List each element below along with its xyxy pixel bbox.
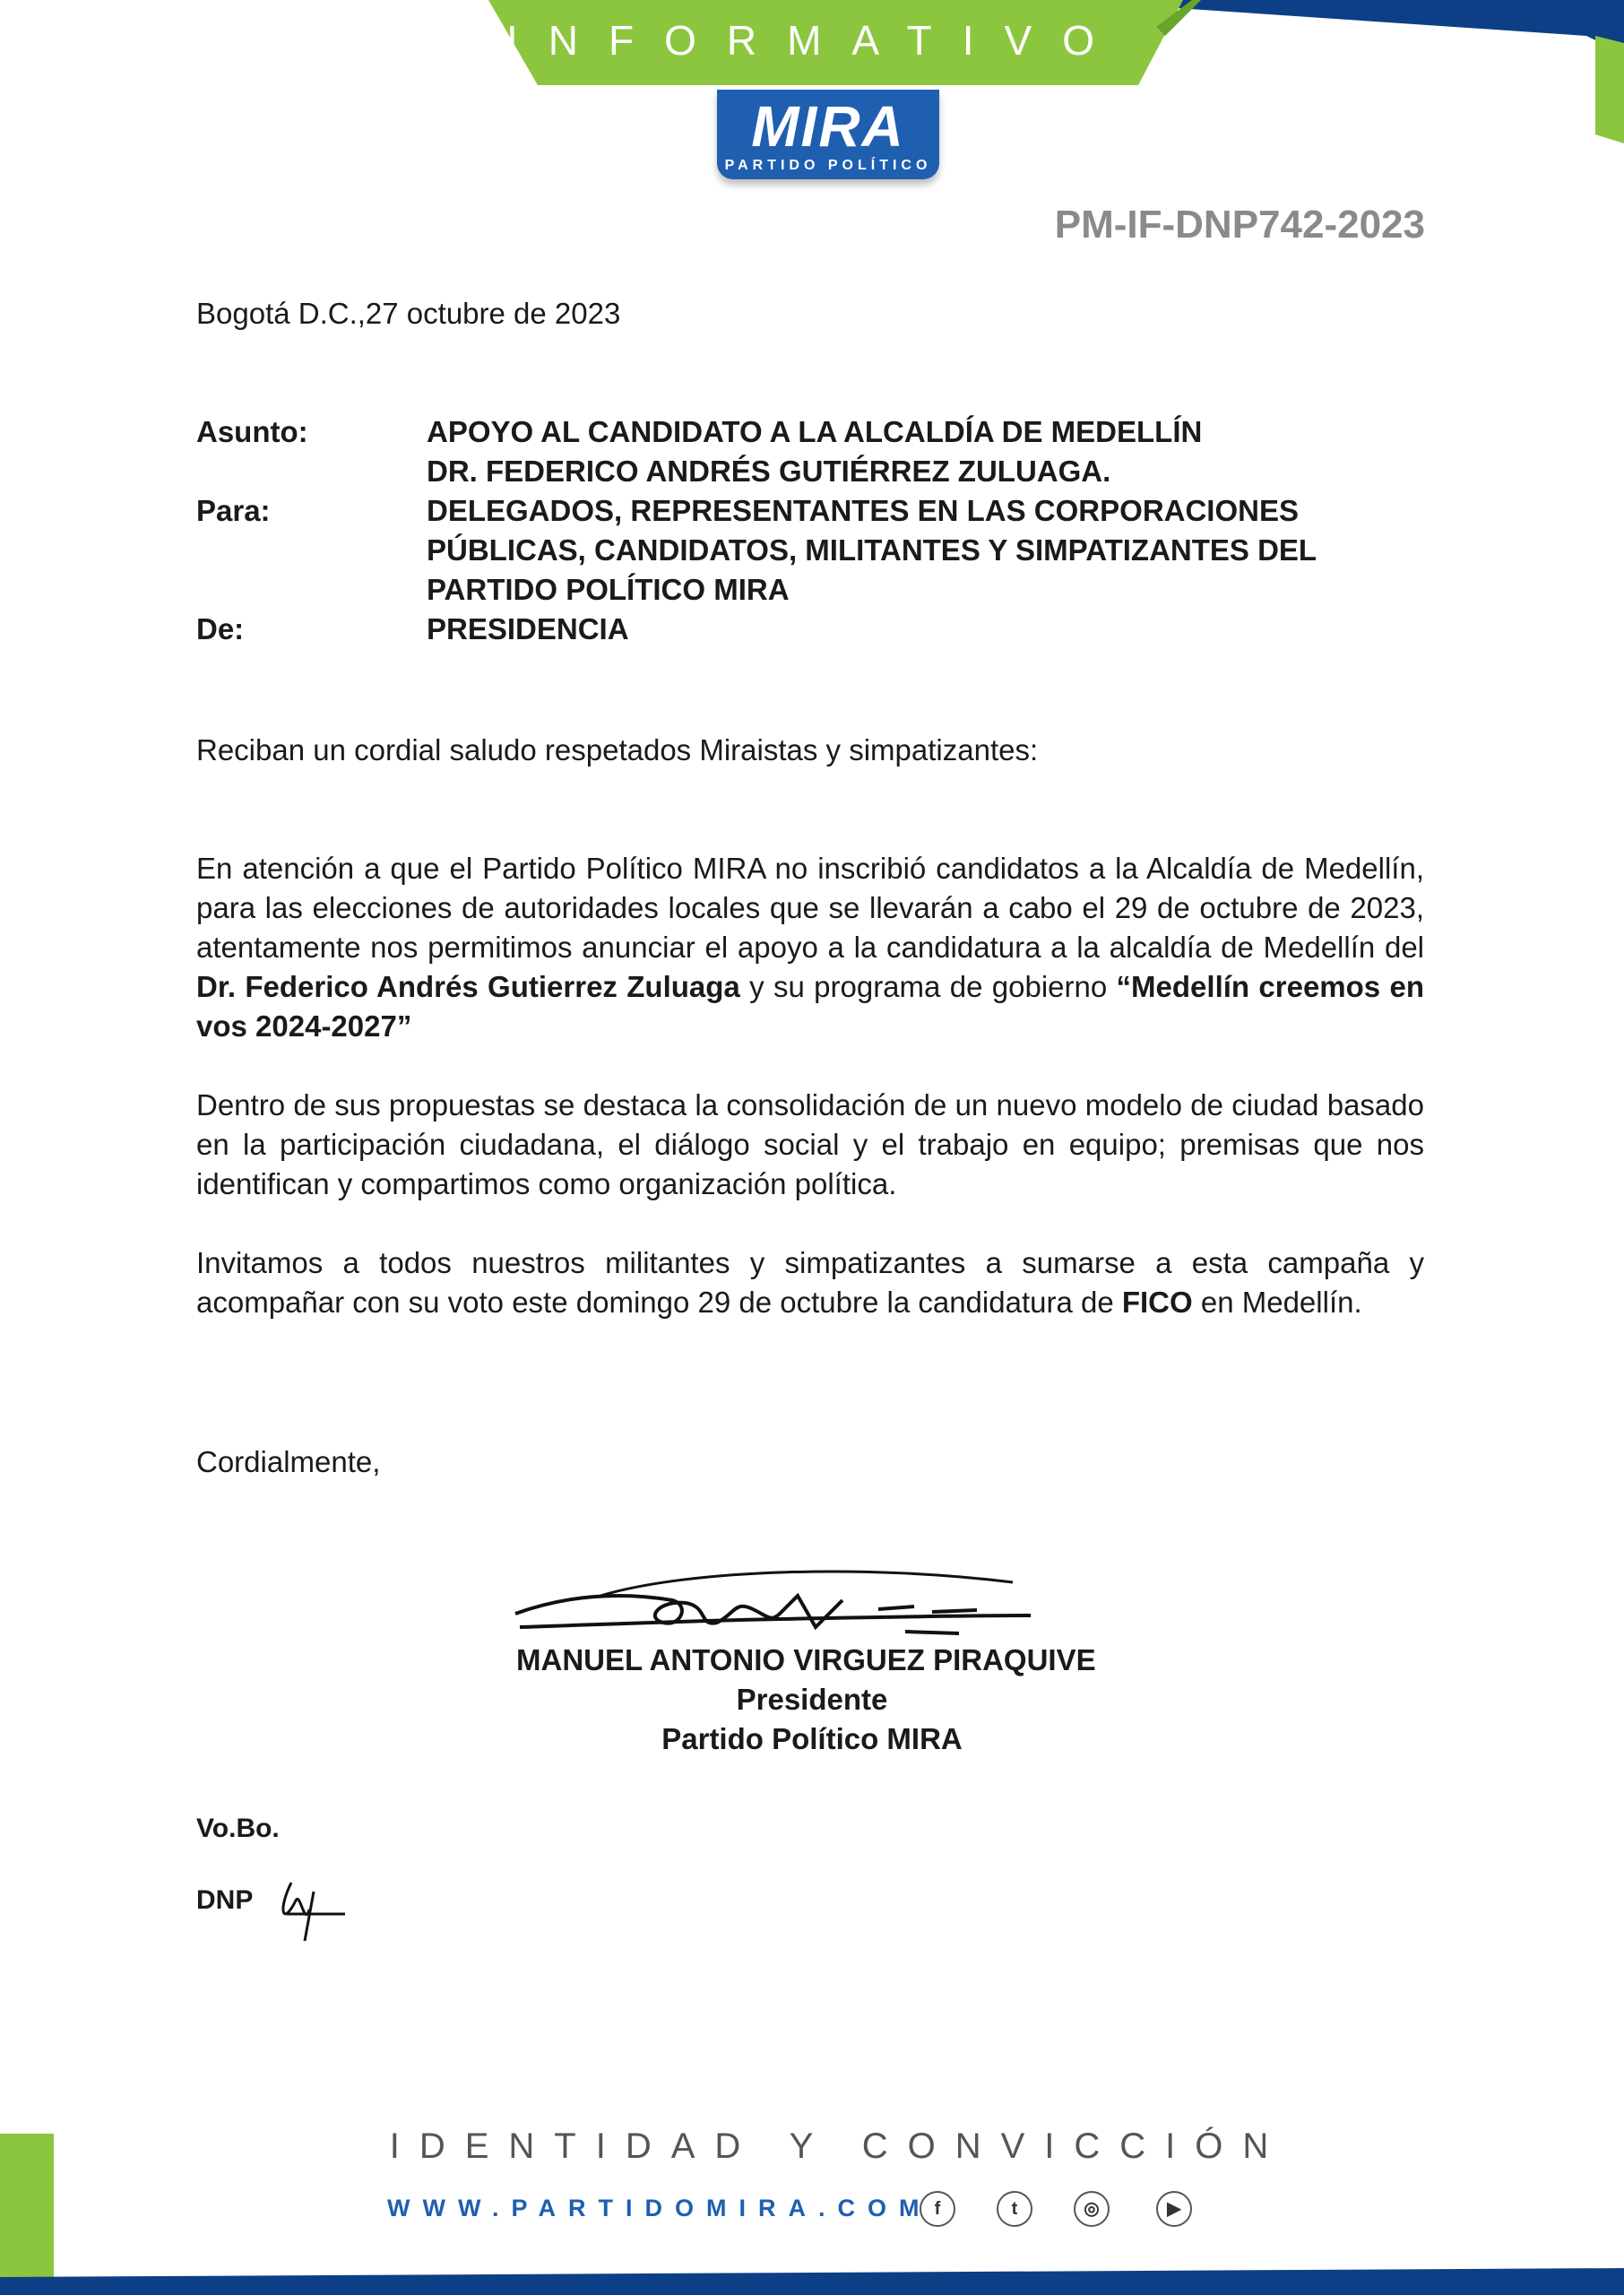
dnp-label: DNP — [196, 1885, 254, 1915]
asunto-value — [427, 412, 1202, 491]
program-name: “Medellín creemos en vos 2024-2027” — [196, 970, 1425, 1043]
twitter-icon[interactable]: t — [997, 2191, 1032, 2227]
instagram-icon[interactable]: ◎ — [1074, 2191, 1110, 2227]
facebook-icon[interactable]: f — [920, 2191, 955, 2227]
mira-logo — [717, 90, 939, 179]
body-paragraph-1 — [196, 849, 1424, 1046]
para-row — [196, 491, 1433, 610]
p1-text: y su programa de gobierno — [739, 970, 1117, 1003]
asunto-line: DR. FEDERICO ANDRÉS GUTIÉRREZ ZULUAGA. — [427, 455, 1111, 488]
footer-website[interactable]: WWW.PARTIDOMIRA.COM — [387, 2195, 932, 2221]
vobo-label: Vo.Bo. — [196, 1814, 280, 1843]
para-line: PARTIDO POLÍTICO MIRA — [427, 573, 790, 606]
para-line: DELEGADOS, REPRESENTANTES EN LAS CORPORACIONES — [427, 494, 1300, 527]
document-reference: PM-IF-DNP742-2023 — [1054, 203, 1425, 247]
logo-subtitle: PARTIDO POLÍTICO — [724, 158, 932, 173]
asunto-line: APOYO AL CANDIDATO A LA ALCALDÍA DE MEDELLÍN — [427, 415, 1203, 448]
de-label: De: — [196, 612, 245, 645]
informativo-band: INFORMATIVO — [505, 17, 1126, 64]
initials-signature — [269, 1874, 350, 1945]
body-paragraph-3 — [196, 1243, 1424, 1322]
para-line: PÚBLICAS, CANDIDATOS, MILITANTES Y SIMPATIZANTES DEL — [427, 533, 1317, 567]
memo-header — [196, 412, 1433, 649]
de-value: PRESIDENCIA — [427, 612, 629, 645]
youtube-icon[interactable]: ▶ — [1156, 2191, 1192, 2227]
p1-text: En atención a que el Partido Político MIRA no inscribió candidatos a la Alcaldía de Medellín, para las elecciones de autoridades locales que se llevarán a cabo el 29 de octubre de 2023, atentamente nos permitimos anunciar el apoyo a la candidatura a la alcaldía de Medellín del — [196, 852, 1424, 964]
logo-word: MIRA — [751, 94, 905, 159]
signer-title: Presidente — [736, 1683, 888, 1716]
document-date: Bogotá D.C.,27 octubre de 2023 — [196, 297, 621, 330]
signer-name: MANUEL ANTONIO VIRGUEZ PIRAQUIVE — [516, 1643, 1096, 1676]
para-value — [427, 491, 1317, 610]
asunto-row — [196, 412, 1433, 491]
fico-name: FICO — [1121, 1286, 1193, 1319]
candidate-name: Dr. Federico Andrés Gutierrez Zuluaga — [196, 970, 740, 1003]
asunto-label: Asunto: — [196, 415, 308, 448]
signer-org: Partido Político MIRA — [661, 1722, 963, 1755]
de-row — [196, 610, 1433, 649]
footer-slogan: IDENTIDAD Y CONVICCIÓN — [389, 2126, 1289, 2166]
p3-text: Invitamos a todos nuestros militantes y simpatizantes a sumarse a esta campaña y acompañar con su voto este domingo 29 de octubre la candidatura de — [196, 1246, 1424, 1319]
body-paragraph-2: Dentro de sus propuestas se destaca la consolidación de un nuevo modelo de ciudad basado en la participación ciudadana, el diálogo social y el trabajo en equipo; premisas que nos identifican y compartimos como organización política. — [196, 1088, 1424, 1200]
signature-block — [516, 1641, 1108, 1759]
p3-text: en Medellín. — [1192, 1286, 1362, 1319]
greeting: Reciban un cordial saludo respetados Miraistas y simpatizantes: — [196, 733, 1039, 766]
para-label: Para: — [196, 494, 271, 527]
closing: Cordialmente, — [196, 1445, 381, 1478]
